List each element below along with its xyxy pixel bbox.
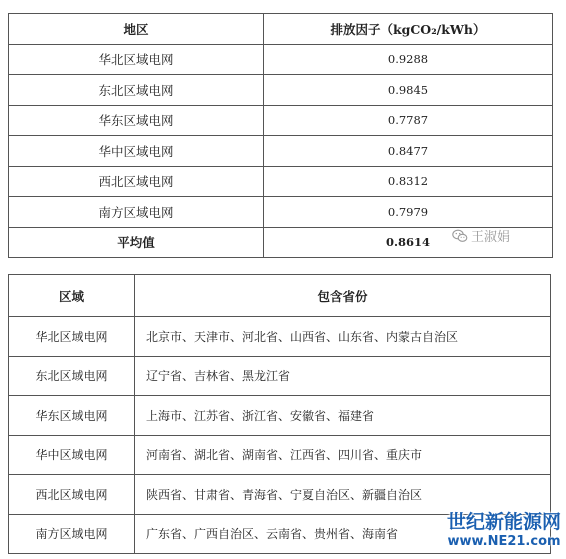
average-label: 平均值	[9, 227, 264, 258]
provinces-cell: 广东省、广西自治区、云南省、贵州省、海南省	[135, 514, 551, 554]
table-header-row	[9, 275, 551, 317]
provinces-cell: 上海市、江苏省、浙江省、安徽省、福建省	[135, 396, 551, 436]
emission-factor-table	[8, 13, 553, 258]
table-row	[9, 197, 553, 228]
site-url: www.NE21.com	[447, 534, 561, 549]
header-provinces: 包含省份	[135, 275, 551, 317]
factor-cell: 0.9288	[264, 44, 553, 75]
factor-cell: 0.7979	[264, 197, 553, 228]
area-cell: 西北区域电网	[9, 475, 135, 515]
factor-cell: 0.7787	[264, 105, 553, 136]
table-row	[9, 44, 553, 75]
header-region: 地区	[9, 14, 264, 45]
author-watermark	[452, 226, 510, 245]
table-row	[9, 475, 551, 515]
table-row	[9, 435, 551, 475]
provinces-cell: 北京市、天津市、河北省、山西省、山东省、内蒙古自治区	[135, 317, 551, 357]
area-cell: 华东区域电网	[9, 396, 135, 436]
header-emission-factor: 排放因子（kgCO₂/kWh）	[264, 14, 553, 45]
site-name: 世纪新能源网	[446, 511, 561, 533]
table-row	[9, 356, 551, 396]
author-name: 王淑娟	[471, 230, 511, 245]
factor-cell: 0.8477	[264, 136, 553, 167]
region-cell: 南方区域电网	[9, 197, 264, 228]
table-row	[9, 105, 553, 136]
table-row	[9, 317, 551, 357]
area-cell: 华中区域电网	[9, 435, 135, 475]
table-row	[9, 136, 553, 167]
area-cell: 东北区域电网	[9, 356, 135, 396]
area-cell: 华北区域电网	[9, 317, 135, 357]
table-row	[9, 396, 551, 436]
site-watermark	[442, 510, 566, 550]
region-cell: 东北区域电网	[9, 75, 264, 106]
factor-cell: 0.8312	[264, 166, 553, 197]
provinces-cell: 辽宁省、吉林省、黑龙江省	[135, 356, 551, 396]
region-cell: 华中区域电网	[9, 136, 264, 167]
header-area: 区域	[9, 275, 135, 317]
region-cell: 华北区域电网	[9, 44, 264, 75]
provinces-cell: 陕西省、甘肃省、青海省、宁夏自治区、新疆自治区	[135, 475, 551, 515]
region-cell: 华东区域电网	[9, 105, 264, 136]
table-row	[9, 75, 553, 106]
provinces-cell: 河南省、湖北省、湖南省、江西省、四川省、重庆市	[135, 435, 551, 475]
factor-cell: 0.9845	[264, 75, 553, 106]
table-row	[9, 166, 553, 197]
region-cell: 西北区域电网	[9, 166, 264, 197]
table-header-row	[9, 14, 553, 45]
area-cell: 南方区域电网	[9, 514, 135, 554]
wechat-icon	[452, 229, 468, 243]
average-value: 0.8614	[264, 227, 553, 258]
